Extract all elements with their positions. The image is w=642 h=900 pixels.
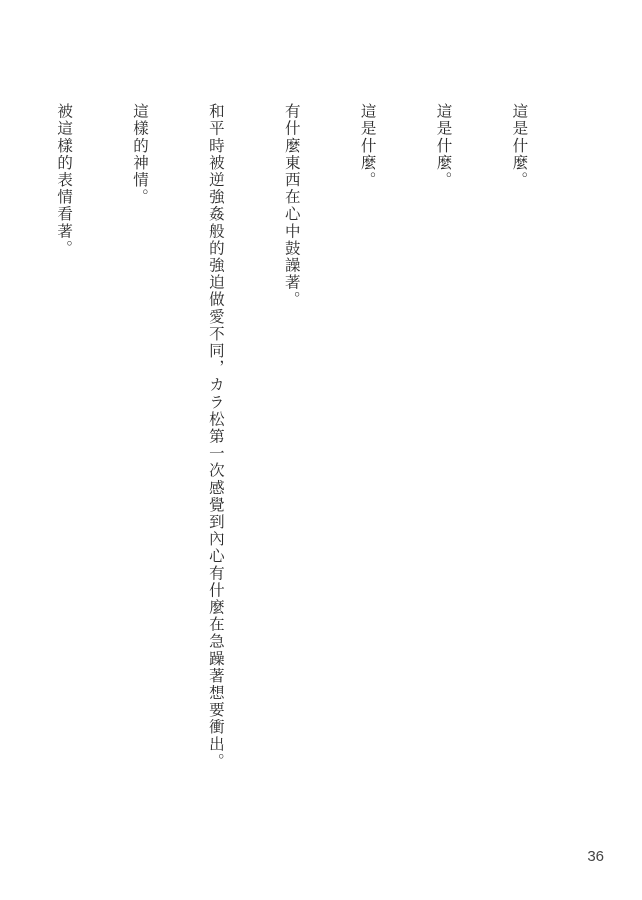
text-line: 被這樣的表情看著。 [55, 103, 74, 257]
text-line: 這是什麼。 [358, 103, 377, 189]
vertical-text-body [0, 103, 582, 770]
text-line: 這是什麼。 [434, 103, 453, 189]
page-number: 36 [587, 848, 604, 865]
text-line: 有什麼東西在心中鼓譟著。 [282, 103, 301, 309]
text-line: 這樣的神情。 [130, 103, 149, 206]
text-line: 這是什麼。 [510, 103, 529, 189]
text-line: 和平時被逆強姦般的強迫做愛不同，カラ松第一次感覺到內心有什麼在急躁著想要衝出。 [206, 103, 225, 770]
